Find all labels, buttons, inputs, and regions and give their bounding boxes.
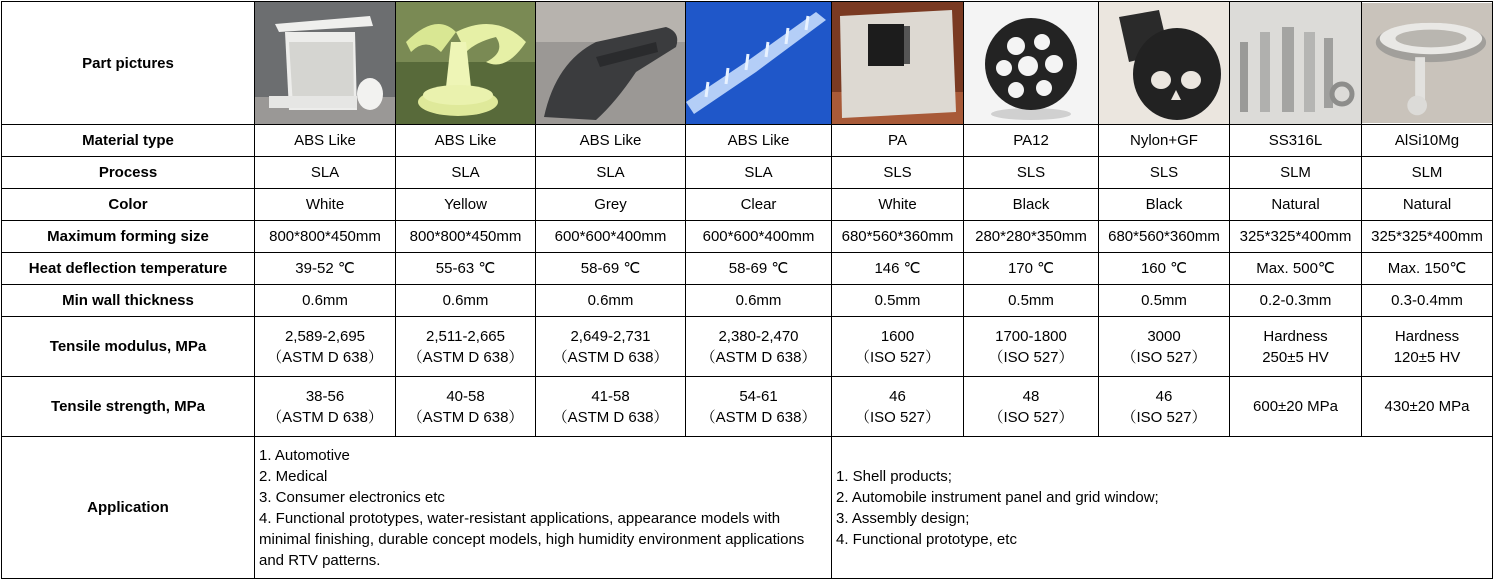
cell-line: 46 [1155, 387, 1173, 405]
tensile-modulus-row [2, 317, 1493, 377]
cell: Yellow [396, 189, 536, 221]
cell-line: 38-56 [305, 387, 345, 405]
yellow-dragon-figure-image [396, 2, 536, 125]
application-line: 2. Automobile instrument panel and grid window; [836, 488, 1159, 506]
cell: SLA [396, 157, 536, 189]
white-speaker-part-image [255, 2, 395, 124]
white-speaker-part-image [255, 2, 396, 125]
cell: SLA [255, 157, 396, 189]
cell: SS316L [1230, 125, 1362, 157]
cell-line: （ASTM D 638） [552, 408, 669, 426]
cell: Black [964, 189, 1099, 221]
cell-line: （ISO 527） [988, 348, 1074, 366]
cell [1230, 377, 1362, 437]
cell [964, 317, 1099, 377]
cell-line: （ISO 527） [1121, 408, 1207, 426]
cell-line: 54-61 [739, 387, 778, 405]
cell-line: 2,511-2,665 [426, 327, 505, 345]
row-header: Color [2, 189, 255, 221]
cell: 39-52 ℃ [255, 253, 396, 285]
cell [396, 317, 536, 377]
application-line: 1. Shell products; [836, 467, 952, 485]
cell-line: 41-58 [591, 387, 630, 405]
cell [1362, 377, 1493, 437]
cell: Natural [1230, 189, 1362, 221]
application-line: 4. Functional prototypes, water-resistant applications, appearance models with minimal finishing, durable concept models, high humidity environment applications and RTV patterns. [259, 509, 805, 569]
cell: ABS Like [396, 125, 536, 157]
cell-line: 1700-1800 [995, 327, 1067, 345]
cell: Max. 150℃ [1362, 253, 1493, 285]
cell: Nylon+GF [1099, 125, 1230, 157]
cell: 55-63 ℃ [396, 253, 536, 285]
cell: Black [1099, 189, 1230, 221]
black-mesh-skull-image [1099, 2, 1230, 125]
cell: 600*600*400mm [536, 221, 686, 253]
cell-line: （ISO 527） [854, 408, 941, 426]
grey-handle-part-image [536, 2, 686, 125]
cell: 680*560*360mm [832, 221, 964, 253]
application-line: 3. Consumer electronics etc [259, 488, 445, 506]
application-line: 3. Assembly design; [836, 509, 970, 527]
cell [1230, 317, 1362, 377]
cell: 325*325*400mm [1230, 221, 1362, 253]
cell: 0.6mm [536, 285, 686, 317]
black-lattice-sphere-image [964, 2, 1099, 125]
cell: SLA [536, 157, 686, 189]
clear-manifold-part-image [686, 2, 832, 125]
cell: 280*280*350mm [964, 221, 1099, 253]
cell: 680*560*360mm [1099, 221, 1230, 253]
cell: 58-69 ℃ [536, 253, 686, 285]
cell [1099, 377, 1230, 437]
row-header: Tensile modulus, MPa [2, 317, 255, 377]
application-line: 4. Functional prototype, etc [836, 530, 1017, 548]
cell [536, 317, 686, 377]
cell: SLS [964, 157, 1099, 189]
min-wall-row [2, 285, 1493, 317]
max-size-row [2, 221, 1493, 253]
row-header: Tensile strength, MPa [2, 377, 255, 437]
cell: 170 ℃ [964, 253, 1099, 285]
cell: Grey [536, 189, 686, 221]
steel-pins-part-image [1230, 2, 1362, 125]
sls-slm-application-cell [832, 437, 1493, 579]
cell: 58-69 ℃ [686, 253, 832, 285]
cell: 0.6mm [686, 285, 832, 317]
cell: ABS Like [686, 125, 832, 157]
cell-line: （ISO 527） [854, 348, 941, 366]
cell [686, 317, 832, 377]
row-header: Process [2, 157, 255, 189]
cell-line: （ASTM D 638） [700, 348, 817, 366]
cell-line: （ASTM D 638） [407, 348, 524, 366]
tensile-strength-row [2, 377, 1493, 437]
cell [832, 377, 964, 437]
cell-line: 2,380-2,470 [718, 327, 799, 345]
row-header: Heat deflection temperature [2, 253, 255, 285]
cell-line: 48 [1022, 387, 1040, 405]
sla-application-cell [255, 437, 832, 579]
cell: White [255, 189, 396, 221]
cell [686, 377, 832, 437]
cell: Max. 500℃ [1230, 253, 1362, 285]
cell: 160 ℃ [1099, 253, 1230, 285]
part-pictures-row [2, 2, 1493, 125]
cell-line: 250±5 HV [1262, 348, 1329, 366]
cell [1099, 317, 1230, 377]
color-row [2, 189, 1493, 221]
cell: AlSi10Mg [1362, 125, 1493, 157]
cell: PA12 [964, 125, 1099, 157]
cell: SLM [1230, 157, 1362, 189]
cell-line: Hardness [1394, 327, 1460, 345]
cell: 0.2-0.3mm [1230, 285, 1362, 317]
application-row [2, 437, 1493, 579]
cell: 800*800*450mm [396, 221, 536, 253]
row-header: Min wall thickness [2, 285, 255, 317]
cell-line: 430±20 MPa [1384, 398, 1470, 415]
row-header: Application [2, 437, 255, 579]
cell: ABS Like [536, 125, 686, 157]
cell: 0.3-0.4mm [1362, 285, 1493, 317]
cell: 0.5mm [1099, 285, 1230, 317]
row-header: Maximum forming size [2, 221, 255, 253]
cell: SLM [1362, 157, 1493, 189]
process-row [2, 157, 1493, 189]
cell: Natural [1362, 189, 1493, 221]
hdt-row [2, 253, 1493, 285]
cell: SLA [686, 157, 832, 189]
cell-line: 600±20 MPa [1253, 398, 1338, 415]
application-line: 1. Automotive [259, 446, 350, 464]
cell: 0.6mm [396, 285, 536, 317]
cell: SLS [832, 157, 964, 189]
cell: SLS [1099, 157, 1230, 189]
row-header: Material type [2, 125, 255, 157]
cell [536, 377, 686, 437]
cell-line: 2,589-2,695 [284, 327, 366, 345]
cell: 800*800*450mm [255, 221, 396, 253]
cell: 0.5mm [964, 285, 1099, 317]
material-type-row [2, 125, 1493, 157]
cell [255, 317, 396, 377]
cell-line: （ISO 527） [988, 408, 1074, 426]
cell-line: Hardness [1263, 327, 1328, 345]
cell [964, 377, 1099, 437]
cell-line: 1600 [880, 327, 915, 345]
cell: White [832, 189, 964, 221]
white-box-part-image [832, 2, 964, 125]
cell-line: （ASTM D 638） [267, 348, 383, 366]
cell-line: （ASTM D 638） [267, 408, 383, 426]
cell: 600*600*400mm [686, 221, 832, 253]
cell-line: 40-58 [446, 387, 485, 405]
cell-line: 120±5 HV [1393, 348, 1461, 366]
row-header: Part pictures [2, 2, 255, 125]
cell: 0.6mm [255, 285, 396, 317]
cell [1362, 317, 1493, 377]
cell-line: 2,649-2,731 [570, 327, 651, 345]
cell: 0.5mm [832, 285, 964, 317]
cell-line: （ASTM D 638） [552, 348, 669, 366]
cell-line: 3000 [1147, 327, 1181, 345]
cell [396, 377, 536, 437]
aluminum-ring-part-image [1362, 2, 1493, 125]
cell-line: 46 [889, 387, 906, 405]
cell: 146 ℃ [832, 253, 964, 285]
cell: PA [832, 125, 964, 157]
cell-line: （ASTM D 638） [407, 408, 524, 426]
cell: 325*325*400mm [1362, 221, 1493, 253]
application-line: 2. Medical [259, 467, 328, 485]
cell-line: （ASTM D 638） [700, 408, 817, 426]
cell [832, 317, 964, 377]
material-spec-table [1, 1, 1493, 579]
cell: ABS Like [255, 125, 396, 157]
cell-line: （ISO 527） [1121, 348, 1207, 366]
cell: Clear [686, 189, 832, 221]
cell [255, 377, 396, 437]
